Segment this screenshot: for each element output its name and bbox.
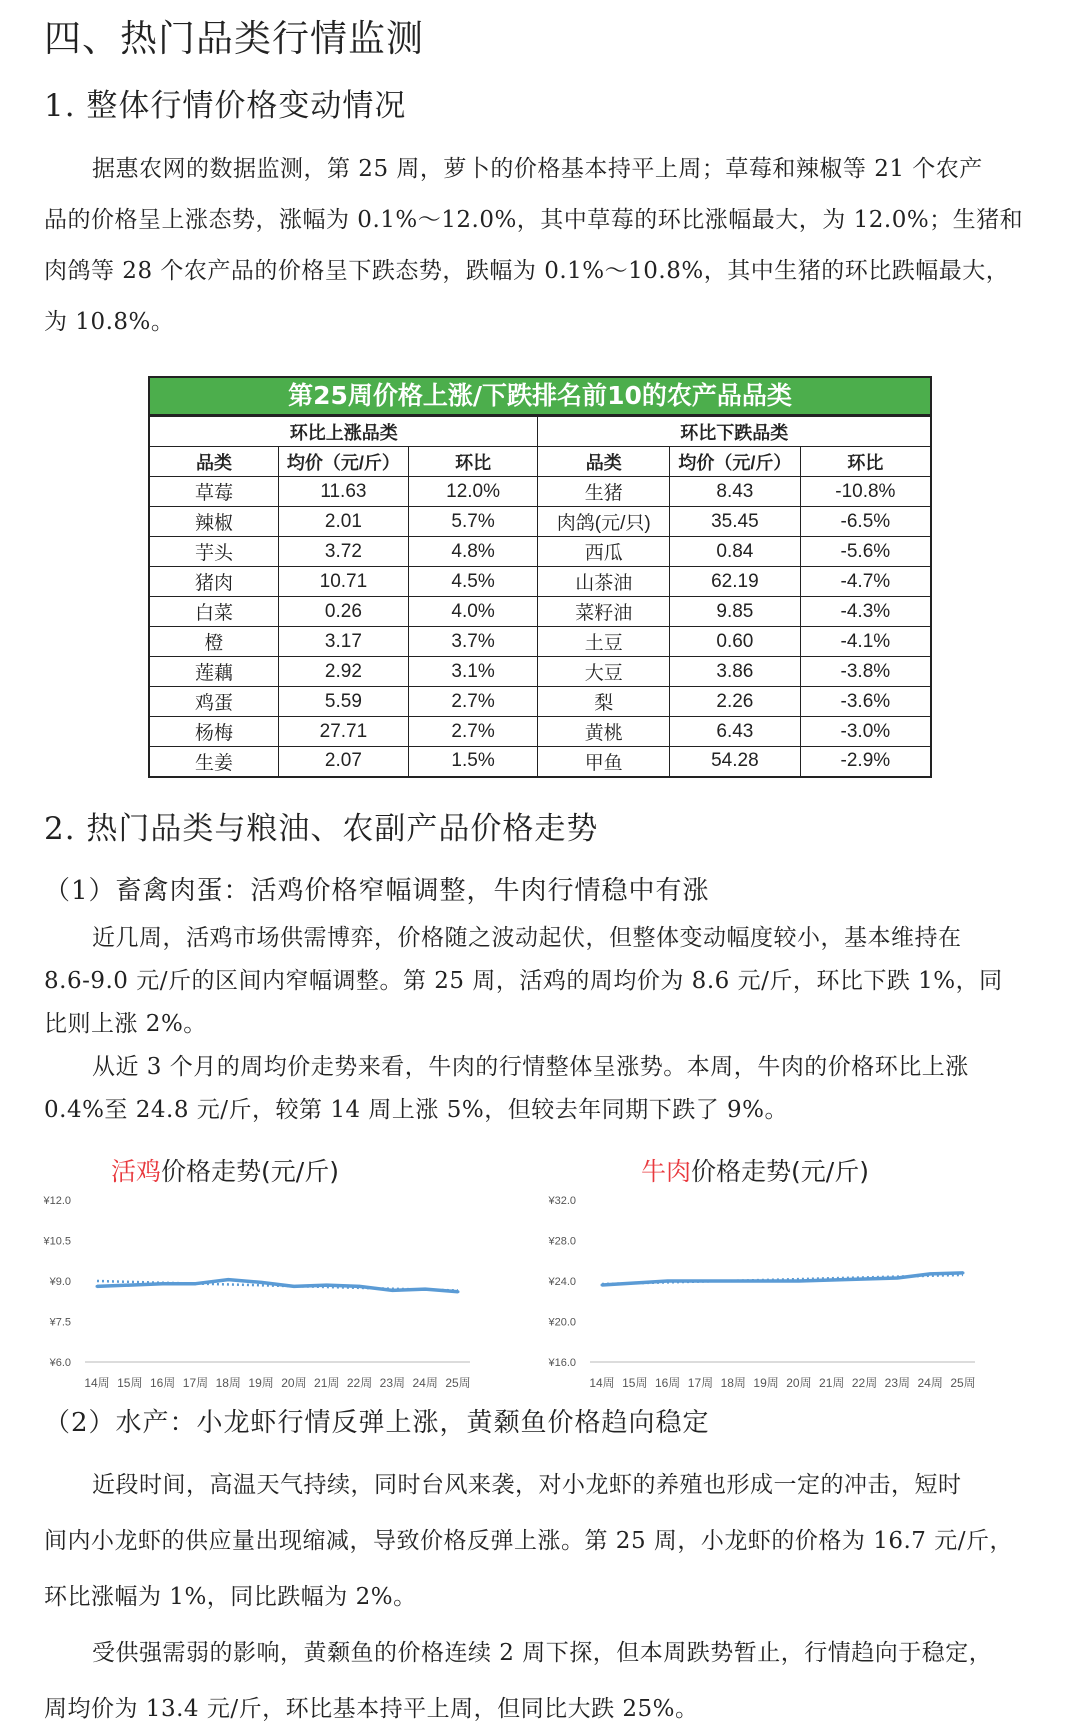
table-cell: 3.1% xyxy=(408,657,538,687)
x-tick-label: 14周 xyxy=(589,1376,615,1390)
table-cell: 3.86 xyxy=(670,657,801,687)
table-cell: 62.19 xyxy=(670,567,801,597)
data-point xyxy=(325,1284,328,1287)
data-point xyxy=(194,1282,197,1285)
y-tick-label: ¥7.5 xyxy=(49,1316,71,1329)
y-tick-label: ¥6.0 xyxy=(49,1357,71,1369)
paragraph-line: 间内小龙虾的供应量出现缩减，导致价格反弹上涨。第 25 周，小龙虾的价格为 16.7 元/斤， xyxy=(44,1528,1013,1554)
paragraph-line: 受供强需弱的影响，黄颡鱼的价格连续 2 周下探，但本周跌势暂止，行情趋向于稳定， xyxy=(92,1640,993,1666)
table-cell: -10.8% xyxy=(800,477,931,507)
table-cell: 0.26 xyxy=(279,597,409,627)
paragraph-line: 环比涨幅为 1%，同比跌幅为 2%。 xyxy=(44,1584,417,1610)
table-row xyxy=(149,747,931,777)
data-point xyxy=(633,1282,636,1285)
data-point xyxy=(601,1284,604,1287)
table-cell: 杨梅 xyxy=(149,717,279,747)
table-cell: -6.5% xyxy=(800,507,931,537)
table-cell: 8.43 xyxy=(670,477,801,507)
table-cell: 草莓 xyxy=(149,477,279,507)
x-tick-label: 16周 xyxy=(654,1376,681,1390)
table-cell: -3.0% xyxy=(800,717,931,747)
table-cell: 27.71 xyxy=(279,717,409,747)
table-cell: -4.7% xyxy=(800,567,931,597)
data-point xyxy=(227,1278,230,1281)
table-row xyxy=(149,597,931,627)
column-header: 品类 xyxy=(538,447,670,477)
table-cell: 生姜 xyxy=(149,747,279,777)
x-tick-label: 15周 xyxy=(622,1376,648,1390)
chart-title-rest: 价格走势(元/斤) xyxy=(161,1157,339,1186)
table-cell: 黄桃 xyxy=(538,717,670,747)
data-point xyxy=(732,1280,735,1283)
data-point xyxy=(666,1280,669,1283)
column-header: 品类 xyxy=(149,447,279,477)
series-line xyxy=(97,1280,458,1292)
paragraph-line: 从近 3 个月的周均价走势来看，牛肉的行情整体呈涨势。本周，牛肉的价格环比上涨 xyxy=(92,1054,969,1080)
table-cell: 35.45 xyxy=(670,507,801,537)
x-tick-label: 17周 xyxy=(687,1376,714,1390)
table-cell: 生猪 xyxy=(538,477,670,507)
y-tick-label: ¥9.0 xyxy=(49,1276,71,1288)
y-tick-label: ¥32.0 xyxy=(548,1195,576,1207)
data-point xyxy=(96,1285,99,1288)
sub-heading-aquatic: （2）水产：小龙虾行情反弹上涨，黄颡鱼价格趋向稳定 xyxy=(44,1408,710,1438)
paragraph-line: 比则上涨 2%。 xyxy=(44,1011,207,1037)
chart-title-rest: 价格走势(元/斤) xyxy=(691,1157,869,1186)
table-cell: 54.28 xyxy=(670,747,801,777)
table-cell: 9.85 xyxy=(670,597,801,627)
table-row xyxy=(149,717,931,747)
table-cell: 5.59 xyxy=(279,687,409,717)
table-cell: 梨 xyxy=(538,687,670,717)
table-cell: 肉鸽(元/只) xyxy=(538,507,670,537)
y-tick-label: ¥20.0 xyxy=(548,1316,576,1329)
paragraph-line: 肉鸽等 28 个农产品的价格呈下跌态势，跌幅为 0.1%～10.8%，其中生猪的环比跌幅最大， xyxy=(44,258,1010,284)
table-cell: 猪肉 xyxy=(149,567,279,597)
price-ranking-table xyxy=(148,376,932,778)
table-cell: 4.0% xyxy=(408,597,538,627)
table-cell: 2.92 xyxy=(279,657,409,687)
chicken-price-chart xyxy=(30,1140,500,1390)
data-point xyxy=(292,1285,295,1288)
table-row xyxy=(149,567,931,597)
chart-svg xyxy=(30,1140,500,1390)
table-cell: -2.9% xyxy=(800,747,931,777)
table-cell: -4.3% xyxy=(800,597,931,627)
paragraph-line: 8.6-9.0 元/斤的区间内窄幅调整。第 25 周，活鸡的周均价为 8.6 元/斤，环比下跌 1%，同 xyxy=(44,968,1003,994)
y-tick-label: ¥28.0 xyxy=(548,1235,576,1248)
y-tick-label: ¥10.5 xyxy=(43,1235,71,1248)
table-row xyxy=(149,477,931,507)
table-cell: 11.63 xyxy=(279,477,409,507)
table-cell: 0.60 xyxy=(670,627,801,657)
table-cell: 莲藕 xyxy=(149,657,279,687)
table-title: 第25周价格上涨/下跌排名前10的农产品品类 xyxy=(148,376,932,416)
x-tick-label: 22周 xyxy=(346,1376,373,1390)
x-tick-label: 25周 xyxy=(445,1376,471,1390)
data-point xyxy=(457,1290,460,1293)
table-cell: 5.7% xyxy=(408,507,538,537)
x-tick-label: 18周 xyxy=(720,1376,746,1390)
subsection-title-2: 2. 热门品类与粮油、农副产品价格走势 xyxy=(44,811,599,847)
x-tick-label: 24周 xyxy=(917,1376,943,1390)
table-cell: 芋头 xyxy=(149,537,279,567)
data-point xyxy=(896,1276,899,1279)
table-cell: 山茶油 xyxy=(538,567,670,597)
x-tick-label: 21周 xyxy=(819,1376,845,1390)
table-cell: 土豆 xyxy=(538,627,670,657)
data-point xyxy=(699,1280,702,1283)
chart-svg xyxy=(535,1140,1005,1390)
y-tick-label: ¥24.0 xyxy=(548,1276,576,1288)
table-cell: 2.07 xyxy=(279,747,409,777)
down-group-header: 环比下跌品类 xyxy=(538,417,931,447)
table-cell: 鸡蛋 xyxy=(149,687,279,717)
data-point xyxy=(358,1285,361,1288)
x-tick-label: 14周 xyxy=(84,1376,110,1390)
table-cell: 2.7% xyxy=(408,717,538,747)
column-header: 环比 xyxy=(408,447,538,477)
table-row xyxy=(149,507,931,537)
data-point xyxy=(929,1272,932,1275)
table-cell: -3.6% xyxy=(800,687,931,717)
table-cell: 西瓜 xyxy=(538,537,670,567)
x-tick-label: 20周 xyxy=(786,1376,812,1390)
x-tick-label: 20周 xyxy=(281,1376,307,1390)
table-cell: 3.72 xyxy=(279,537,409,567)
table-cell: 1.5% xyxy=(408,747,538,777)
paragraph-line: 0.4%至 24.8 元/斤，较第 14 周上涨 5%，但较去年同期下跌了 9%。 xyxy=(44,1097,789,1123)
chart-title-highlight: 牛肉 xyxy=(641,1157,692,1186)
table-cell: 0.84 xyxy=(670,537,801,567)
paragraph-line: 据惠农网的数据监测，第 25 周，萝卜的价格基本持平上周；草莓和辣椒等 21 个农产 xyxy=(92,156,983,182)
x-tick-label: 23周 xyxy=(884,1376,911,1390)
table-row xyxy=(149,627,931,657)
chart-title xyxy=(641,1157,869,1186)
column-header: 均价（元/斤） xyxy=(670,447,801,477)
table-cell: 辣椒 xyxy=(149,507,279,537)
table-cell: 3.7% xyxy=(408,627,538,657)
data-point xyxy=(391,1289,394,1292)
sub-heading-livestock: （1）畜禽肉蛋：活鸡价格窄幅调整，牛肉行情稳中有涨 xyxy=(44,876,710,906)
table-cell: 菜籽油 xyxy=(538,597,670,627)
crayfish-paragraph xyxy=(44,1457,1044,1625)
data-point xyxy=(797,1280,800,1283)
data-point xyxy=(260,1281,263,1284)
table-cell: 10.71 xyxy=(279,567,409,597)
table-cell: 白菜 xyxy=(149,597,279,627)
table-cell: 12.0% xyxy=(408,477,538,507)
paragraph-line: 品的价格呈上涨态势，涨幅为 0.1%～12.0%，其中草莓的环比涨幅最大，为 12.0%；生猪和 xyxy=(44,207,1024,233)
data-point xyxy=(424,1288,427,1291)
data-point xyxy=(962,1271,965,1274)
x-tick-label: 15周 xyxy=(117,1376,143,1390)
table-cell: -5.6% xyxy=(800,537,931,567)
x-tick-label: 18周 xyxy=(215,1376,241,1390)
table-cell: 3.17 xyxy=(279,627,409,657)
data-point xyxy=(765,1280,768,1283)
x-tick-label: 22周 xyxy=(851,1376,878,1390)
section-title: 四、热门品类行情监测 xyxy=(44,17,424,60)
beef-price-chart xyxy=(535,1140,1005,1390)
table-row xyxy=(149,687,931,717)
data-point xyxy=(830,1278,833,1281)
table-cell: 大豆 xyxy=(538,657,670,687)
paragraph-line: 为 10.8%。 xyxy=(44,309,175,335)
table-cell: 2.7% xyxy=(408,687,538,717)
x-tick-label: 19周 xyxy=(753,1376,779,1390)
paragraph-line: 近几周，活鸡市场供需博弈，价格随之波动起伏，但整体变动幅度较小，基本维持在 xyxy=(92,925,962,951)
chart-title-highlight: 活鸡 xyxy=(111,1157,162,1186)
table-cell: 6.43 xyxy=(670,717,801,747)
y-tick-label: ¥16.0 xyxy=(548,1357,576,1369)
column-header: 环比 xyxy=(800,447,931,477)
paragraph-line: 周均价为 13.4 元/斤，环比基本持平上周，但同比大跌 25%。 xyxy=(44,1696,699,1722)
chart-title xyxy=(111,1157,339,1186)
table-row xyxy=(149,537,931,567)
x-tick-label: 21周 xyxy=(314,1376,340,1390)
x-tick-label: 16周 xyxy=(149,1376,176,1390)
table-cell: 4.8% xyxy=(408,537,538,567)
x-tick-label: 17周 xyxy=(182,1376,209,1390)
table-cell: 2.01 xyxy=(279,507,409,537)
x-tick-label: 25周 xyxy=(950,1376,976,1390)
data-point xyxy=(128,1284,131,1287)
column-header-row xyxy=(149,447,931,477)
table-cell: -3.8% xyxy=(800,657,931,687)
catfish-paragraph xyxy=(44,1625,1044,1735)
up-group-header: 环比上涨品类 xyxy=(149,417,538,447)
x-tick-label: 24周 xyxy=(412,1376,438,1390)
paragraph-line: 近段时间，高温天气持续，同时台风来袭，对小龙虾的养殖也形成一定的冲击，短时 xyxy=(92,1472,962,1498)
table-cell: 2.26 xyxy=(670,687,801,717)
subsection-title-1: 1. 整体行情价格变动情况 xyxy=(44,88,407,124)
table-cell: 橙 xyxy=(149,627,279,657)
x-tick-label: 23周 xyxy=(379,1376,406,1390)
table-cell: 4.5% xyxy=(408,567,538,597)
y-tick-label: ¥12.0 xyxy=(43,1195,71,1207)
table-row xyxy=(149,657,931,687)
data-point xyxy=(161,1282,164,1285)
table-cell: 甲鱼 xyxy=(538,747,670,777)
overview-paragraph xyxy=(44,144,1044,348)
chicken-paragraph xyxy=(44,917,1044,1046)
beef-paragraph xyxy=(44,1046,1044,1132)
x-tick-label: 19周 xyxy=(248,1376,274,1390)
column-header: 均价（元/斤） xyxy=(279,447,409,477)
table-cell: -4.1% xyxy=(800,627,931,657)
data-point xyxy=(863,1277,866,1280)
